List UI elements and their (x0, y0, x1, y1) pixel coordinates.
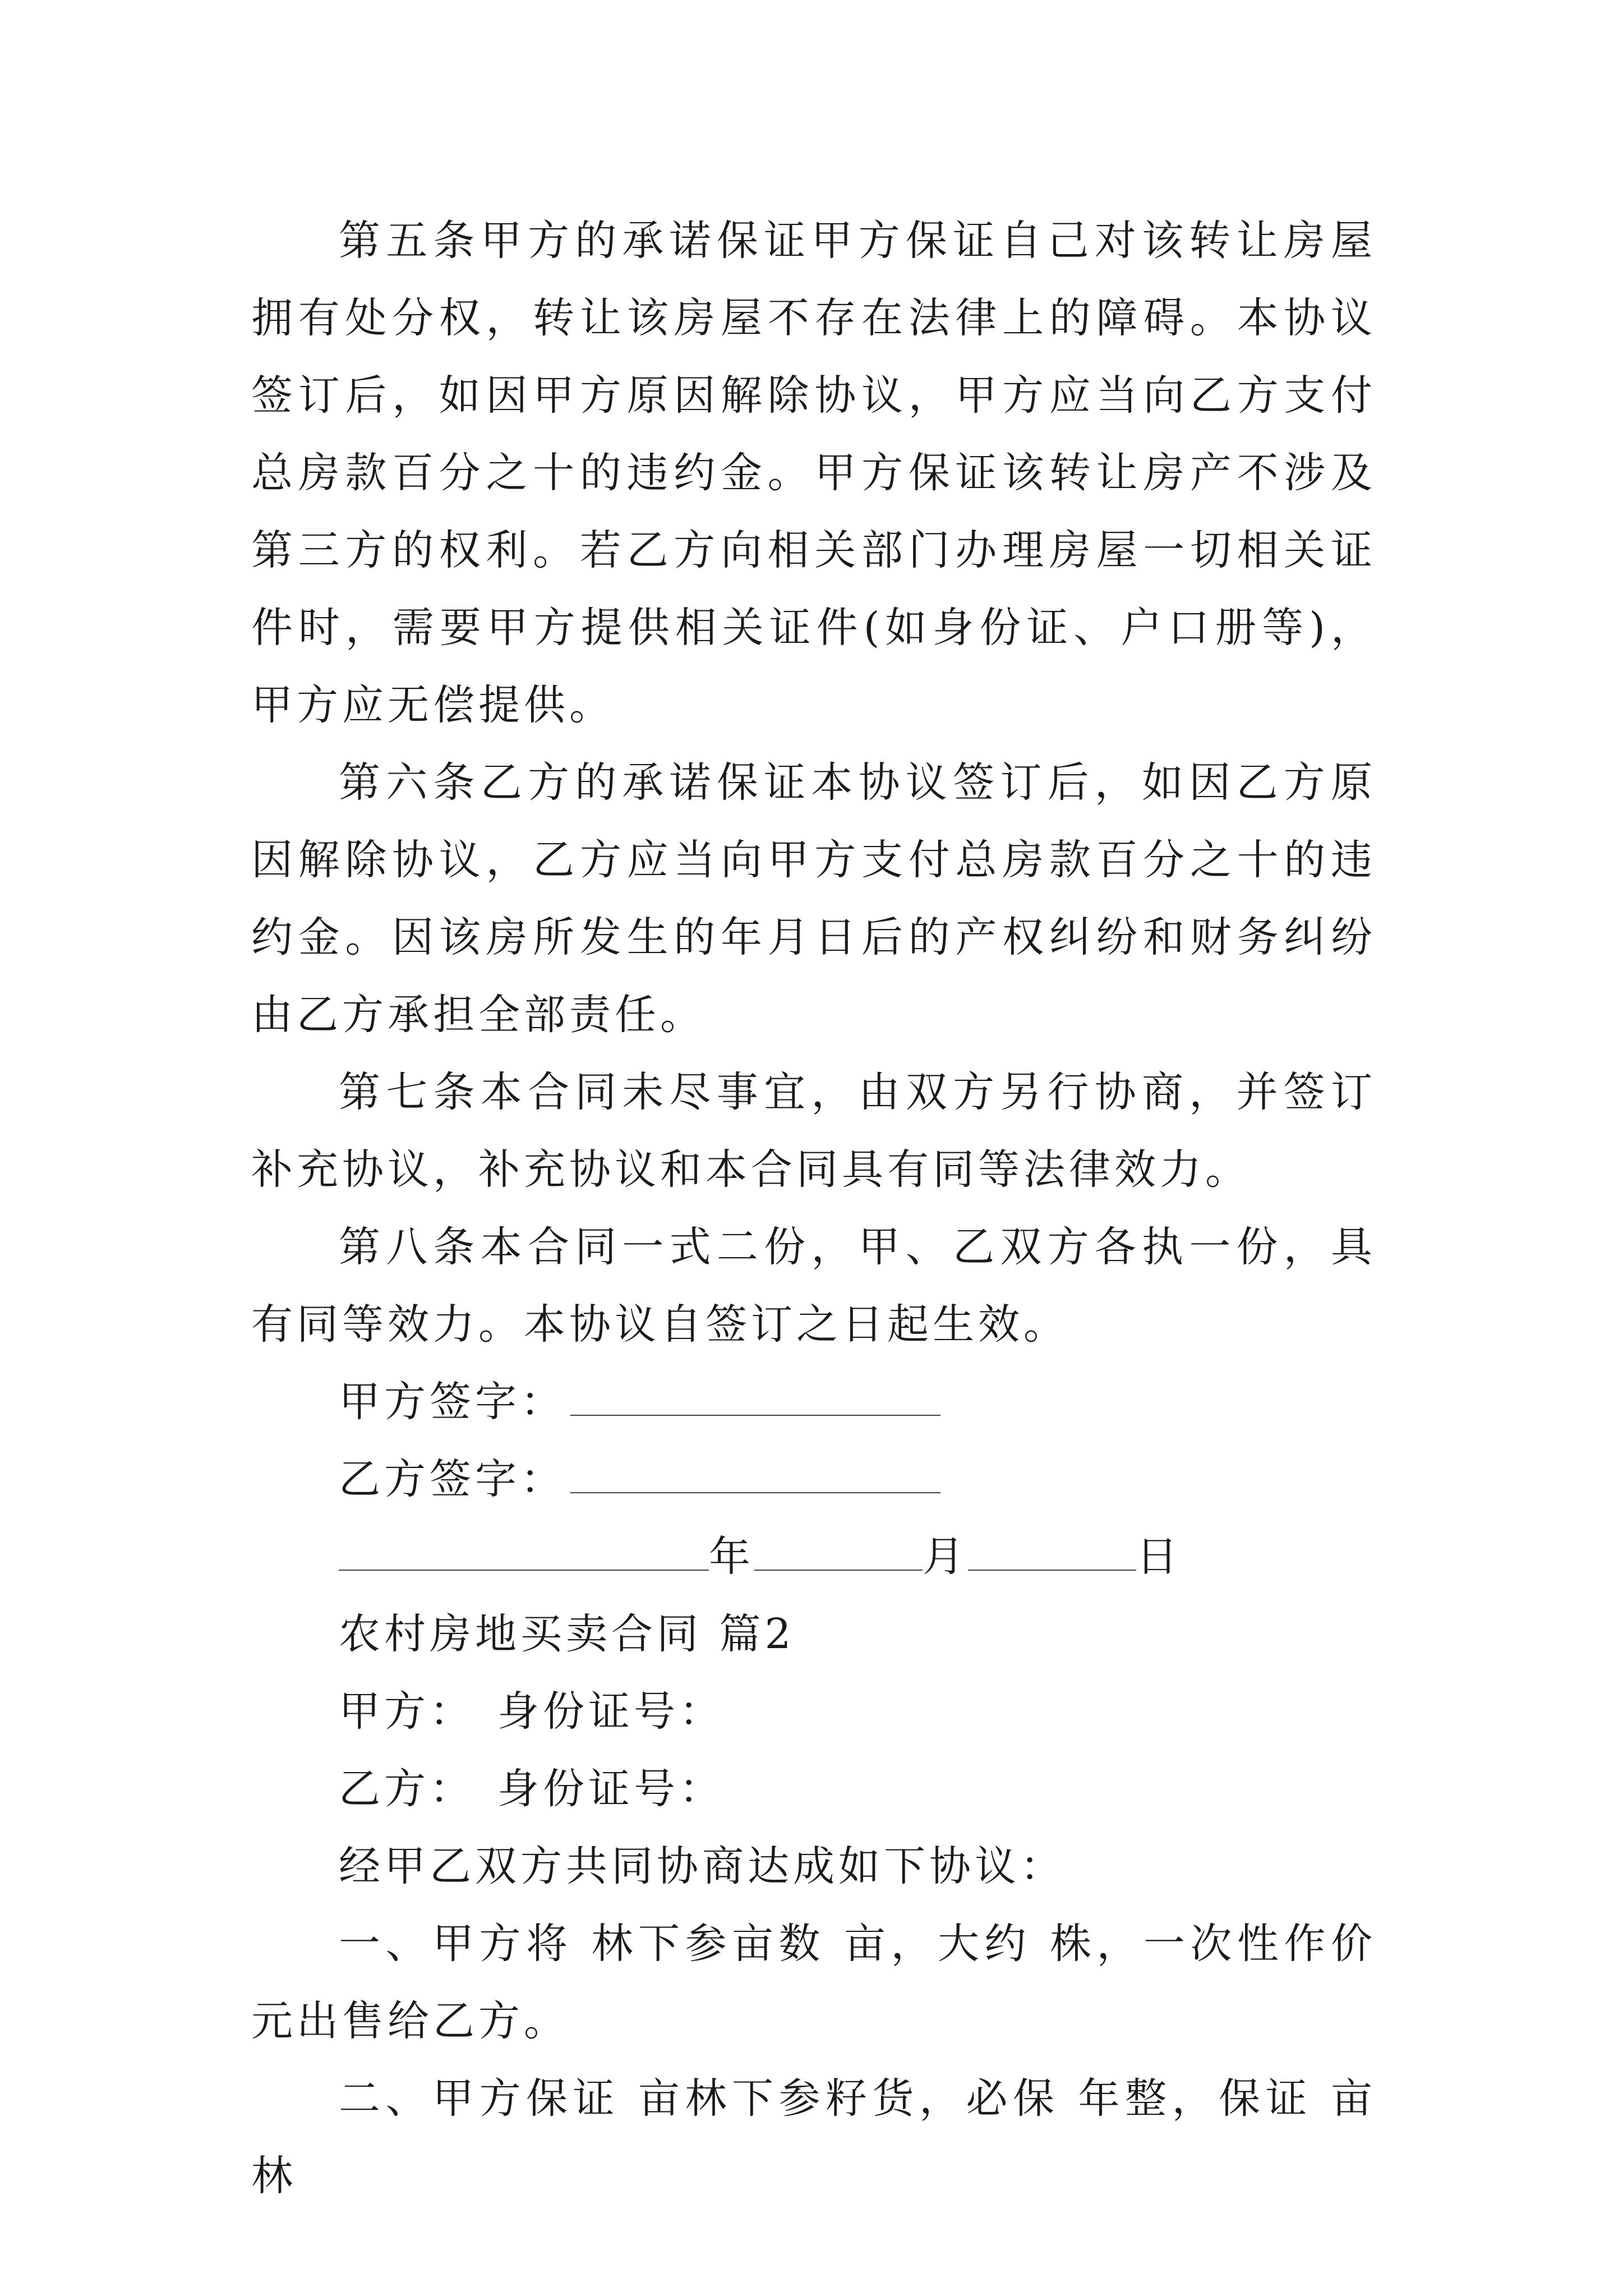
party-a-label: 甲方： (339, 1687, 475, 1736)
year-label: 年 (709, 1533, 754, 1581)
party-b-info-line (251, 1750, 1376, 1828)
party-a-signature-line (251, 1363, 1376, 1441)
section-2-title: 农村房地买卖合同 篇2 (339, 1610, 795, 1658)
month-blank (754, 1537, 923, 1571)
article-5-paragraph: 第五条甲方的承诺保证甲方保证自己对该转让房屋拥有处分权，转让该房屋不存在法律上的障碍。本协议签订后，如因甲方原因解除协议，甲方应当向乙方支付总房款百分之十的违约金。甲方保证该转让房产不涉及第三方的权利。若乙方向相关部门办理房屋一切相关证件时，需要甲方提供相关证件(如身份证、户口册等)，甲方应无偿提供。 (251, 217, 1376, 729)
article-6-paragraph: 第六条乙方的承诺保证本协议签订后，如因乙方原因解除协议，乙方应当向甲方支付总房款百分之十的违约金。因该房所发生的年月日后的产权纠纷和财务纠纷由乙方承担全部责任。 (251, 758, 1376, 1039)
day-blank (968, 1537, 1136, 1571)
party-a-info-line (251, 1673, 1376, 1750)
party-b-signature-blank (570, 1460, 940, 1493)
agreement-intro: 经甲乙双方共同协商达成如下协议： (339, 1842, 1066, 1890)
party-b-signature-line (251, 1441, 1376, 1518)
party-b-id-label: 身份证号： (497, 1765, 725, 1813)
party-a-id-label: 身份证号： (497, 1687, 725, 1736)
party-b-signature-label: 乙方签字： (339, 1455, 566, 1503)
day-label: 日 (1136, 1533, 1182, 1581)
clause-2-paragraph: 二、甲方保证 亩林下参籽货，必保 年整，保证 亩林 (251, 2074, 1376, 2200)
article-8-paragraph: 第八条本合同一式二份，甲、乙双方各执一份，具有同等效力。本协议自签订之日起生效。 (251, 1223, 1376, 1349)
document-body (251, 202, 1376, 2215)
party-b-label: 乙方： (339, 1765, 475, 1813)
party-a-signature-label: 甲方签字： (339, 1378, 566, 1426)
year-blank (339, 1537, 709, 1571)
article-7-paragraph: 第七条本合同未尽事宜，由双方另行协商，并签订补充协议，补充协议和本合同具有同等法律效力。 (251, 1068, 1376, 1194)
clause-1-paragraph: 一、甲方将 林下参亩数 亩，大约 株，一次性作价 元出售给乙方。 (251, 1920, 1376, 2045)
month-label: 月 (923, 1533, 968, 1581)
party-a-signature-blank (570, 1382, 940, 1416)
date-line (251, 1518, 1376, 1595)
